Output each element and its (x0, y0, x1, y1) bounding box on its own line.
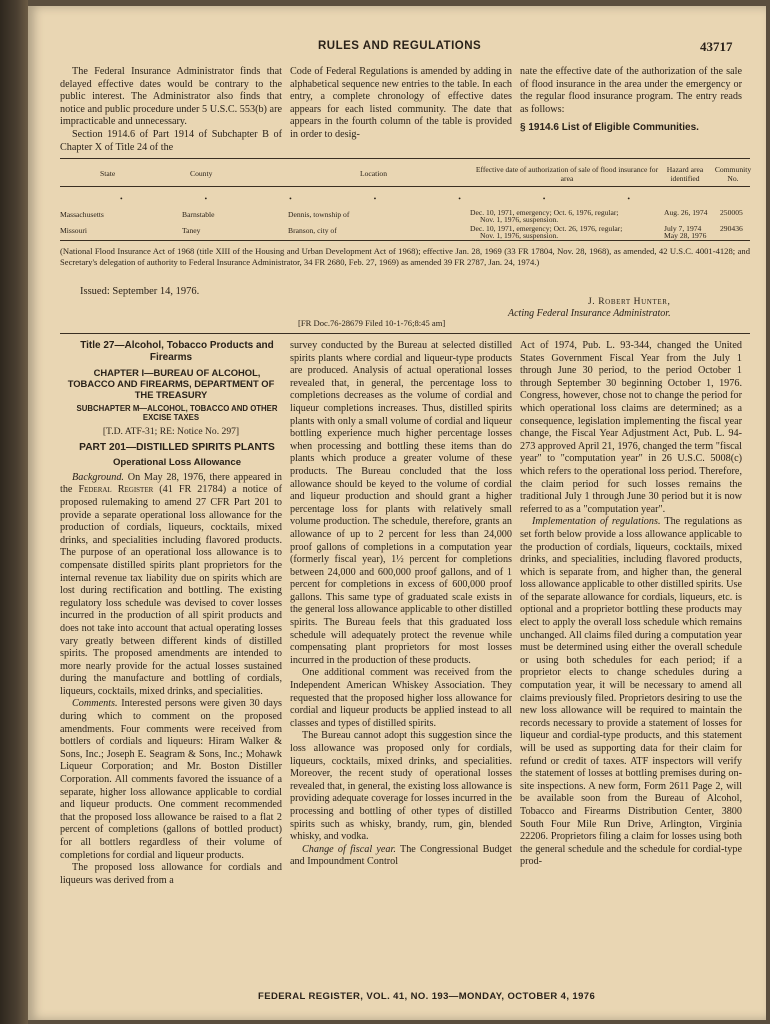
table-cell-county: Taney (182, 226, 201, 235)
fr-doc-number: [FR Doc.76-28679 Filed 10-1-76;8:45 am] (298, 318, 446, 328)
paragraph (290, 844, 512, 869)
table-cell-community: 290436 (720, 224, 743, 233)
top-column-3 (520, 66, 742, 135)
table-header: County (190, 169, 213, 178)
text-run: The regulations as set forth below provide a loss allowance applicable to the production of cordials, liqueurs, cocktails, mixed drinks, and specialities, including flavored products, which is separate from, and higher than, the general loss allowance applicable to other distilled spirits. Use of the separate allowance for cordials, liqueurs, etc. is optional and a proprietor bottling these products may elect to apply the overall loss schedule which remains unchanged. All claims filed during a computation year must be determined using either the overall schedule or using both schedules for each period; if a proprietor elects to change schedules during a computation year, it will be necessary to amend all claims previously filed. Proprietors desiring to use the new loss allowance will be required to maintain the records necessary to provide a statement of losses for liqueur and cordial-type products, and this statement will be used as supporting data for their claim for refund or credit of taxes. ATF inspectors will verify the statement of losses at bottling premises during on-site inspections. A new form, Form 2611 Page 2, will be available soon from the Bureau of Alcohol, Tobacco and Firearms Distribution Center, 3800 South Four Mile Run Drive, Arlington, Virginia 22206. Proprietors filing a claim for losses using both the general schedule and the schedule for cordial-type prod- (520, 516, 742, 868)
table-cell-county: Barnstable (182, 210, 215, 219)
table-cell-effective: Nov. 1, 1976, suspension. (480, 231, 559, 240)
paragraph (520, 516, 742, 869)
table-cell-hazard: July 7, 1974 (664, 224, 702, 233)
run-in-heading: Change of fiscal year. (302, 843, 396, 855)
paragraph: One additional comment was received from the Independent American Whiskey Association. They requested that the proposed higher loss allowance for cordial and liqueur products be applied instead to all classes and types of distilled spirits. (290, 667, 512, 729)
page-footer: FEDERAL REGISTER, VOL. 41, NO. 193—MONDAY, OCTOBER 4, 1976 (258, 991, 596, 1002)
table-cell-hazard: Aug. 26, 1974 (664, 208, 708, 217)
table-cell-location: Dennis, township of (288, 210, 350, 219)
text-run: The Congressional Budget and Impoundment Control (290, 843, 512, 868)
run-in-heading: Background. (72, 471, 124, 483)
body-column-3 (520, 340, 742, 869)
text-run: On May 28, 1976, there appeared in the (60, 471, 282, 496)
table-cell-community: 250005 (720, 208, 743, 217)
divider (60, 333, 750, 334)
top-column-1 (60, 66, 282, 154)
table-cell-location: Branson, city of (288, 226, 337, 235)
paragraph: Act of 1974, Pub. L. 93-344, changed the United States Government Fiscal Year from the July 1 through June 30 period, to the period October 1 through September 30 beginning October 1, 1976. Congress, however, chose not to change the period for which operational loss claims are determined; as a consequence, legislation implementing the fiscal year change, the Fiscal Year Adjustment Act, Pub. L. 94-273 approved April 21, 1976, changed the term "fiscal year" to "computation year" in 26 U.S.C. 5008(c) which refers to the operational loss period. Therefore, the claim period for such losses remains the traditional July 1 through June 30 period but it is now referred to as a "computation year". (520, 340, 742, 515)
table-cell-effective: Dec. 10, 1971, emergency; Oct. 6, 1976, regular; (470, 208, 619, 217)
paragraph: nate the effective date of the authorization of the sale of flood insurance in the area under the emergency or the regular flood insurance program. The entry reads as follows: (520, 66, 742, 115)
book-binding (0, 0, 28, 1024)
paragraph: The Bureau cannot adopt this suggestion since the loss allowance was proposed only for cordials, liqueurs, cocktails, mixed drinks, and specialities. Moreover, the recent study of operational losses revealed that, in general, the existing loss allowance is providing adequate coverage for losses incurred in the processing and bottling of other types of distilled spirits such as whisky, brandy, rum, gin, blended whisky, and vodka. (290, 730, 512, 843)
signer-name: J. Robert Hunter, (588, 297, 671, 307)
paragraph: survey conducted by the Bureau at selected distilled spirits plants where cordial and liqueur-type products are produced. Analysis of actual operational losses revealed that, in general, the percentage loss to completions decreases as the volume of cordial and liqueur completions increases. Thus, distilled spirits plants with only a small volume of cordial and liqueur bottling experience much higher percentage losses when processing and bottling these items than do plants which produce a greater volume of these products. The Bureau concluded that the loss allowance should be keyed to the volume of cordial and liqueur production and should grant a higher percentage loss for plants with relatively small volume production. The schedule, therefore, grants an allowance of up to 2 percent for less than 24,000 proof gallons of completions in a computation year (formerly fiscal year), 1½ percent for completions between 24,000 and 600,000 proof gallons, and of 1 percent for completions in excess of 600,000 proof gallons. This same type of graduated scale exists in the general loss allowance applicable to other distilled spirits. The Bureau feels that this graduated loss schedule will adequately protect the revenue while compensating plant proprietors for most losses incurred in the production of these products. (290, 340, 512, 666)
run-in-heading: Comments. (72, 698, 118, 710)
document-page (28, 6, 766, 1020)
part-heading: PART 201—DISTILLED SPIRITS PLANTS (79, 441, 275, 453)
running-header-title: RULES AND REGULATIONS (318, 40, 482, 52)
table-cell-state: Missouri (60, 226, 88, 235)
subject-heading: Operational Loss Allowance (112, 457, 242, 469)
paragraph: Section 1914.6 of Part 1914 of Subchapter B of Chapter X of Title 24 of the (60, 128, 282, 153)
table-header: Location (360, 169, 387, 178)
table-cell-hazard: May 28, 1976 (664, 231, 707, 240)
table-cell-effective: Nov. 1, 1976, suspension. (480, 215, 559, 224)
table-header: State (100, 169, 116, 178)
ellipsis-marks: • • • • • • • (120, 194, 671, 203)
text-run: Federal Register (78, 484, 154, 496)
body-column-1 (60, 340, 282, 887)
notice-reference: [T.D. ATF-31; RE: Notice No. 297] (102, 426, 240, 437)
table-cell-effective: Dec. 10, 1971, emergency; Oct. 26, 1976, regular; (470, 224, 623, 233)
table-header: Hazard area identified (666, 165, 704, 183)
table-header: Community No. (714, 165, 752, 183)
text-run: Interested persons were given 30 days during which to comment on the proposed amendments. Four comments were received from bottlers of cordials and liqueurs: Hiram Walker & Sons, Inc.; Joseph E. Seagram & Sons, Inc.; Mohawk Liqueur Corporation; and Mr. Boston Distiller Corporation. All comments favored the issuance of a separate, higher loss allowance applicable to cordial and liqueur products. One comment recommended that the proposed loss allowance be raised to a flat 2 percent of completions (gallons of bottled product) for all bottlers regardless of their volume of completions for cordial and liqueur products. (60, 698, 282, 861)
signer-title: Acting Federal Insurance Administrator. (508, 308, 671, 319)
subchapter-heading: SUBCHAPTER M—ALCOHOL, TOBACCO AND OTHER EXCISE TAXES (76, 404, 278, 422)
body-column-2 (290, 340, 512, 869)
page-number: 43717 (700, 39, 733, 54)
authority-citation: (National Flood Insurance Act of 1968 (title XIII of the Housing and Urban Development Act of 1968); effective Jan. 28, 1969 (33 FR 17804, Nov. 28, 1968), as amended, 42 U.S.C. 4001-4128; and Secretary's delegation of authority to Federal Insurance Administrator, 34 FR 2680, Feb. 27, 1969) as amended 39 FR 2787, Jan. 24, 1974.) (60, 246, 750, 267)
paragraph: The Federal Insurance Administrator finds that delayed effective dates would be contrary to the public interest. The Administrator also finds that notice and public procedure under 5 U.S.C. 553(b) are impracticable and unnecessary. (60, 66, 282, 128)
paragraph (60, 472, 282, 699)
table-cell-state: Massachusetts (60, 210, 104, 219)
title-heading: Title 27—Alcohol, Tobacco Products and Firearms (80, 340, 274, 363)
chapter-heading: CHAPTER I—BUREAU OF ALCOHOL, TOBACCO AND FIREARMS, DEPARTMENT OF THE TREASURY (67, 367, 275, 400)
issued-date: Issued: September 14, 1976. (80, 286, 200, 297)
run-in-heading: Implementation of regulations. (532, 516, 661, 528)
paragraph: Code of Federal Regulations is amended by adding in alphabetical sequence new entries to the table. In each entry, a complete chronology of effective dates appears for each listed community. The date that appears in the fourth column of the table is provided in order to desig- (290, 66, 512, 140)
table-header: Effective date of authorization of sale of flood insurance for area (475, 165, 659, 183)
section-heading: § 1914.6 List of Eligible Communities. (520, 122, 699, 134)
paragraph: The proposed loss allowance for cordials and liqueurs was derived from a (60, 862, 282, 886)
paragraph (60, 698, 282, 862)
top-column-2 (290, 66, 512, 142)
text-run: (41 FR 21784) a notice of proposed rulemaking to amend 27 CFR Part 201 to provide a separate operational loss allowance for the production of cordials, liqueurs, cocktails, mixed drinks, and specialities including flavored products. The purpose of an operational loss allowance is to compensate distilled spirits plant proprietors for the internal revenue tax liability due on spirits which are lost during rectification and bottling. The existing regulatory loss schedule was devised to cover losses incurred in the production of all spirit products and does not take into account that actual operating losses vary greatly between different kinds of distilled spirits. The proposed amendments are intended to more nearly provide for the actual losses sustained during the manufacture and bottling of cordials, liqueurs, cocktails, mixed drinks, and specialities. (60, 484, 283, 697)
